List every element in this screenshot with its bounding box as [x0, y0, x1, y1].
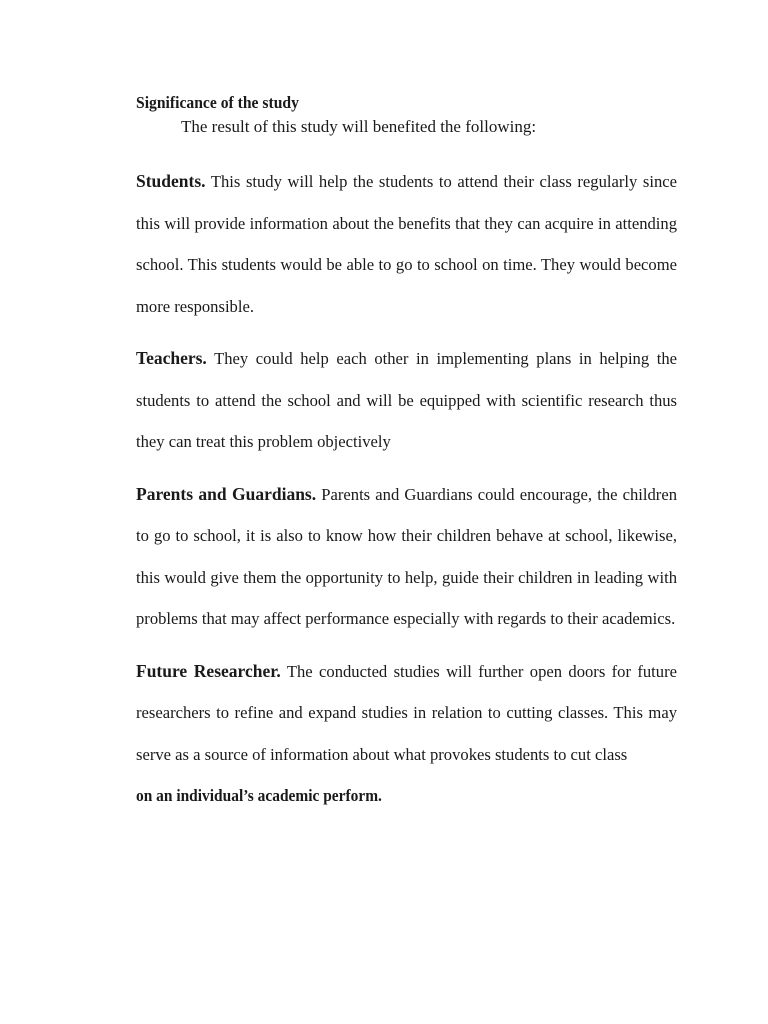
paragraph-lead-students: Students.: [136, 171, 206, 191]
paragraph-lead-teachers: Teachers.: [136, 348, 207, 368]
closing-line: on an individual’s academic perform.: [136, 786, 382, 805]
paragraph-teachers: [136, 338, 677, 463]
paragraph-body-future-researcher: The conducted studies will further open doors for future researchers to refine and expand studies in relation to cutting classes. This may serve as a source of information about what provokes students to cut class: [136, 661, 677, 764]
paragraph-body-parents-guardians: Parents and Guardians could encourage, the children to go to school, it is also to know how their children behave at school, likewise, this would give them the opportunity to help, guide their children in leading with problems that may affect performance especially with regards to their academics.: [136, 484, 677, 628]
paragraph-future-researcher: [136, 651, 677, 776]
document-page: [136, 92, 677, 817]
paragraph-lead-future-researcher: Future Researcher.: [136, 660, 281, 681]
paragraph-lead-parents-guardians: Parents and Guardians.: [136, 483, 317, 504]
paragraph-parents-guardians: [136, 474, 677, 640]
section-heading: Significance of the study: [136, 93, 299, 112]
intro-sentence: The result of this study will benefited the following:: [181, 117, 537, 136]
paragraph-students: [136, 161, 677, 327]
paragraph-body-students: This study will help the students to attend their class regularly since this will provide information about the benefits that they can acquire in attending school. This students would be able to go to school on time. They would become more responsible.: [136, 172, 677, 316]
paragraph-body-teachers: They could help each other in implementing plans in helping the students to attend the school and will be equipped with scientific research thus they can treat this problem objectively: [136, 349, 678, 451]
